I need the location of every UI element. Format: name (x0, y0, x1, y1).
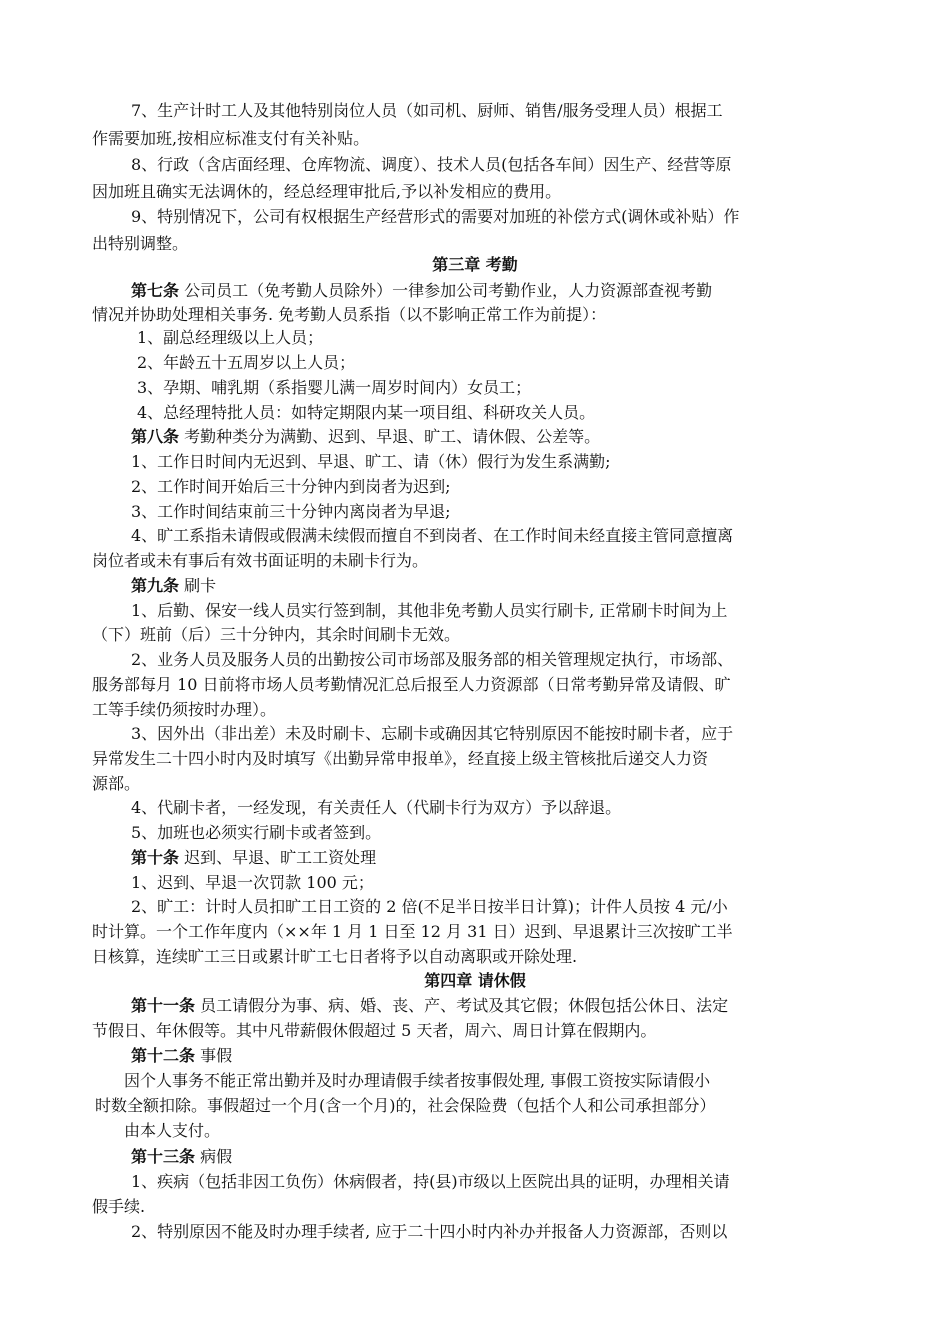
article-11-line-1 (131, 994, 728, 1018)
article-9-item-1-line-2: （下）班前（后）三十分钟内，其余时间刷卡无效。 (92, 625, 461, 644)
article-11-line-2: 节假日、年休假等。其中凡带薪假休假超过 5 天者，周六、周日计算在假期内。 (92, 1021, 657, 1040)
article-10-item-2-line-2: 时计算。一个工作年度内（××年 1 月 1 日至 12 月 31 日）迟到、早退累计三次按旷工半 (92, 922, 733, 941)
article-10-item-2-line-1: 2、旷工：计时人员扣旷工日工资的 2 倍(不足半日按半日计算)；计件人员按 4 元/小 (131, 897, 728, 916)
article-9-item-3-line-3: 源部。 (92, 774, 141, 793)
para-9-line-1: 9、特别情况下，公司有权根据生产经营形式的需要对加班的补偿方式(调休或补贴）作 (131, 207, 740, 226)
article-7-label: 第七条 (131, 281, 180, 300)
article-8-text: 考勤种类分为满勤、迟到、早退、旷工、请休假、公差等。 (179, 427, 601, 446)
para-8-line-2: 因加班且确实无法调休的，经总经理审批后,予以补发相应的费用。 (92, 182, 562, 201)
article-13-text: 病假 (195, 1147, 233, 1166)
article-8-line (131, 425, 600, 449)
article-12-line (131, 1044, 232, 1068)
article-10-label: 第十条 (131, 848, 180, 867)
article-8-item-4-line-1: 4、旷工系指未请假或假满未续假而擅自不到岗者、在工作时间未经直接主管同意擅离 (131, 526, 734, 545)
article-9-item-4: 4、代刷卡者，一经发现，有关责任人（代刷卡行为双方）予以辞退。 (131, 798, 622, 817)
article-9-item-1-line-1: 1、后勤、保安一线人员实行签到制，其他非免考勤人员实行刷卡, 正常刷卡时间为上 (131, 601, 728, 620)
article-8-item-3: 3、工作时间结束前三十分钟内离岗者为早退; (131, 502, 451, 521)
article-9-line (131, 574, 216, 598)
article-9-item-3-line-2: 异常发生二十四小时内及时填写《出勤异常申报单》，经直接上级主管核批后递交人力资 (92, 749, 709, 768)
chapter-4-heading: 第四章 请休假 (424, 971, 526, 990)
article-8-item-4-line-2: 岗位者或未有事后有效书面证明的未刷卡行为。 (92, 551, 429, 570)
article-10-item-2-line-3: 日核算，连续旷工三日或累计旷工七日者将予以自动离职或开除处理. (92, 947, 578, 966)
article-10-line (131, 846, 376, 870)
article-7-item-3: 3、孕期、哺乳期（系指婴儿满一周岁时间内）女员工； (137, 378, 532, 397)
article-12-label: 第十二条 (131, 1046, 196, 1065)
article-9-label: 第九条 (131, 576, 180, 595)
article-7-item-2: 2、年龄五十五周岁以上人员； (137, 353, 356, 372)
article-9-item-2-line-1: 2、业务人员及服务人员的出勤按公司市场部及服务部的相关管理规定执行，市场部、 (131, 650, 734, 669)
article-7-text: 公司员工（免考勤人员除外）一律参加公司考勤作业，人力资源部查视考勤 (179, 281, 713, 300)
para-9-line-2: 出特别调整。 (92, 234, 189, 253)
article-9-text: 刷卡 (179, 576, 217, 595)
article-13-item-1-line-2: 假手续. (92, 1197, 146, 1216)
article-13-line (131, 1145, 232, 1169)
article-13-item-2-line-1: 2、特别原因不能及时办理手续者, 应于二十四小时内补办并报备人力资源部，否则以 (131, 1222, 728, 1241)
article-7-item-4: 4、总经理特批人员：如特定期限内某一项目组、科研攻关人员。 (137, 403, 596, 422)
article-13-label: 第十三条 (131, 1147, 196, 1166)
article-13-item-1-line-1: 1、疾病（包括非因工负伤）休病假者，持(县)市级以上医院出具的证明，办理相关请 (131, 1172, 730, 1191)
article-9-item-3-line-1: 3、因外出（非出差）未及时刷卡、忘刷卡或确因其它特别原因不能按时刷卡者，应于 (131, 724, 734, 743)
article-9-item-2-line-2: 服务部每月 10 日前将市场人员考勤情况汇总后报至人力资源部（日常考勤异常及请假、旷 (92, 675, 731, 694)
chapter-3-heading: 第三章 考勤 (432, 255, 518, 274)
para-8-line-1: 8、行政（含店面经理、仓库物流、调度）、技术人员(包括各车间）因生产、经营等原 (131, 155, 732, 174)
article-11-label: 第十一条 (131, 996, 196, 1015)
article-11-text: 员工请假分为事、病、婚、丧、产、考试及其它假；休假包括公休日、法定 (195, 996, 729, 1015)
article-7-line-1 (131, 279, 712, 303)
article-7-item-1: 1、副总经理级以上人员； (137, 328, 324, 347)
para-7-line-1: 7、生产计时工人及其他特别岗位人员（如司机、厨师、销售/服务受理人员）根据工 (131, 101, 723, 120)
article-7-line-2: 情况并协助处理相关事务. 免考勤人员系指（以不影响正常工作为前提）： (92, 305, 607, 324)
article-12-body-line-3: 由本人支付。 (124, 1121, 221, 1140)
article-8-label: 第八条 (131, 427, 180, 446)
article-10-item-1: 1、迟到、早退一次罚款 100 元； (131, 873, 374, 892)
article-9-item-2-line-3: 工等手续仍须按时办理）。 (92, 700, 277, 719)
article-12-body-line-1: 因个人事务不能正常出勤并及时办理请假手续者按事假处理, 事假工资按实际请假小 (124, 1071, 711, 1090)
article-10-text: 迟到、早退、旷工工资处理 (179, 848, 377, 867)
article-12-text: 事假 (195, 1046, 233, 1065)
article-9-item-5: 5、加班也必须实行刷卡或者签到。 (131, 823, 382, 842)
article-8-item-1: 1、工作日时间内无迟到、早退、旷工、请（休）假行为发生系满勤; (131, 452, 611, 471)
article-8-item-2: 2、工作时间开始后三十分钟内到岗者为迟到; (131, 477, 451, 496)
article-12-body-line-2: 时数全额扣除。事假超过一个月(含一个月)的，社会保险费（包括个人和公司承担部分） (95, 1096, 716, 1115)
para-7-line-2: 作需要加班,按相应标准支付有关补贴。 (92, 129, 370, 148)
